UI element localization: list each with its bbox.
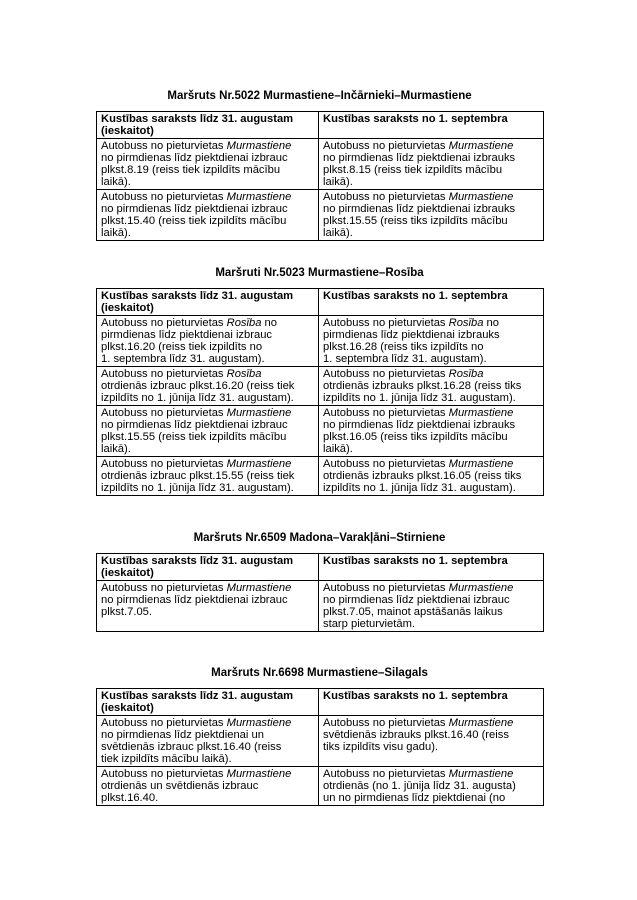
stop-name: Murmastiene xyxy=(226,140,292,152)
cell-text: Autobuss no pieturvietas xyxy=(323,458,449,470)
cell-text: Autobuss no pieturvietas xyxy=(101,317,227,329)
column-header-from-sep1: Kustības saraksts no 1. septembra xyxy=(319,689,544,716)
column-header-until-aug31: Kustības saraksts līdz 31. augustam (ieskaitot) xyxy=(97,112,319,139)
cell-text: no pirmdienas līdz piektdienai izbrauc plkst.7.05, mainot apstāšanās laikus starp pieturvietām. xyxy=(323,594,510,630)
cell-text: Autobuss no pieturvietas xyxy=(101,407,227,419)
table-header-row xyxy=(97,689,544,716)
column-header-until-aug31: Kustības saraksts līdz 31. augustam (ieskaitot) xyxy=(97,289,319,316)
stop-name: Rosība xyxy=(226,368,262,380)
cell-text: no pirmdienas līdz piektdienai un svētdienās izbrauc plkst.16.40 (reiss tiek izpildīts mācību laikā). xyxy=(101,729,282,765)
table-cell xyxy=(97,190,319,241)
table-cell xyxy=(97,406,319,457)
route-title: Maršruts Nr.6509 Madona–Varakļāni–Stirniene xyxy=(193,532,446,544)
table-row xyxy=(97,316,544,367)
table-cell xyxy=(319,767,544,806)
stop-name: Murmastiene xyxy=(448,768,514,780)
stop-name: Murmastiene xyxy=(226,582,292,594)
cell-text: otrdienās (no 1. jūnija līdz 31. augusta) un no pirmdienas līdz piektdienai (no xyxy=(323,780,516,804)
table-row xyxy=(97,139,544,190)
cell-text: Autobuss no pieturvietas xyxy=(101,368,227,380)
route-section-6698 xyxy=(96,666,543,806)
schedule-table xyxy=(96,553,544,632)
route-section-5022 xyxy=(96,89,543,241)
stop-name: Murmastiene xyxy=(448,191,514,203)
stop-name: Murmastiene xyxy=(226,191,292,203)
stop-name: Murmastiene xyxy=(448,140,514,152)
table-cell xyxy=(319,316,544,367)
cell-text: no pirmdienas līdz piektdienai izbrauks plkst.8.15 (reiss tiek izpildīts mācību laikā). xyxy=(323,152,516,188)
cell-text: Autobuss no pieturvietas xyxy=(323,140,449,152)
stop-name: Murmastiene xyxy=(448,458,514,470)
cell-text: no pirmdienas līdz piektdienai izbrauks plkst.15.55 (reiss tiks izpildīts mācību laikā). xyxy=(323,203,516,239)
table-cell xyxy=(319,457,544,496)
table-cell xyxy=(319,139,544,190)
table-header-row xyxy=(97,112,544,139)
stop-name: Murmastiene xyxy=(448,717,514,729)
stop-name: Murmastiene xyxy=(448,407,514,419)
cell-text: no pirmdienas līdz piektdienai izbrauc plkst.15.40 (reiss tiek izpildīts mācību laikā). xyxy=(101,203,288,239)
stop-name: Murmastiene xyxy=(448,582,514,594)
table-cell xyxy=(319,367,544,406)
cell-text: no pirmdienas līdz piektdienai izbrauks plkst.16.05 (reiss tiks izpildīts mācību laikā). xyxy=(323,419,516,455)
table-row xyxy=(97,367,544,406)
cell-text: Autobuss no pieturvietas xyxy=(323,368,449,380)
cell-text: Autobuss no pieturvietas xyxy=(101,458,227,470)
table-header-row xyxy=(97,554,544,581)
stop-name: Murmastiene xyxy=(226,407,292,419)
cell-text: otrdienās izbrauc plkst.16.20 (reiss tiek izpildīts no 1. jūnija līdz 31. augustam). xyxy=(101,380,295,404)
stop-name: Murmastiene xyxy=(226,717,292,729)
table-cell xyxy=(97,457,319,496)
cell-text: svētdienās izbrauks plkst.16.40 (reiss tiks izpildīts visu gadu). xyxy=(323,729,509,753)
column-header-from-sep1: Kustības saraksts no 1. septembra xyxy=(319,554,544,581)
cell-text: otrdienās un svētdienās izbrauc plkst.16.40. xyxy=(101,780,259,804)
column-header-from-sep1: Kustības saraksts no 1. septembra xyxy=(319,289,544,316)
cell-text: Autobuss no pieturvietas xyxy=(323,407,449,419)
schedule-table xyxy=(96,688,544,806)
table-row xyxy=(97,406,544,457)
cell-text: otrdienās izbrauks plkst.16.05 (reiss tiks izpildīts no 1. jūnija līdz 31. augustam). xyxy=(323,470,522,494)
table-cell xyxy=(97,716,319,767)
cell-text: no pirmdienas līdz piektdienai izbrauc plkst.8.19 (reiss tiek izpildīts mācību laikā). xyxy=(101,152,288,188)
cell-text: Autobuss no pieturvietas xyxy=(323,582,449,594)
schedule-table xyxy=(96,288,544,496)
cell-text: Autobuss no pieturvietas xyxy=(101,582,227,594)
route-title: Maršruts Nr.6698 Murmastiene–Silagals xyxy=(211,667,428,679)
cell-text: no pirmdienas līdz piektdienai izbrauc plkst.15.55 (reiss tiek izpildīts mācību laikā). xyxy=(101,419,288,455)
cell-text: Autobuss no pieturvietas xyxy=(323,768,449,780)
table-cell xyxy=(97,581,319,632)
schedule-table xyxy=(96,111,544,241)
table-cell xyxy=(319,581,544,632)
cell-text: no pirmdienas līdz piektdienai izbrauc plkst.7.05. xyxy=(101,594,288,618)
table-row xyxy=(97,190,544,241)
cell-text: no pirmdienas līdz piektdienai izbrauks plkst.16.28 (reiss tiks izpildīts no 1. septembra līdz 31. augustam). xyxy=(323,317,500,365)
cell-text: Autobuss no pieturvietas xyxy=(323,317,449,329)
stop-name: Rosība xyxy=(226,317,262,329)
cell-text: Autobuss no pieturvietas xyxy=(101,140,227,152)
table-cell xyxy=(319,190,544,241)
table-cell xyxy=(97,767,319,806)
table-header-row xyxy=(97,289,544,316)
route-title: Maršruti Nr.5023 Murmastiene–Rosība xyxy=(215,267,424,279)
cell-text: Autobuss no pieturvietas xyxy=(101,768,227,780)
cell-text: Autobuss no pieturvietas xyxy=(101,717,227,729)
cell-text: otrdienās izbrauc plkst.15.55 (reiss tiek izpildīts no 1. jūnija līdz 31. augustam). xyxy=(101,470,295,494)
cell-text: Autobuss no pieturvietas xyxy=(323,717,449,729)
stop-name: Rosība xyxy=(448,317,484,329)
table-row xyxy=(97,716,544,767)
stop-name: Murmastiene xyxy=(226,768,292,780)
route-section-5023 xyxy=(96,266,543,496)
table-cell xyxy=(319,406,544,457)
table-cell xyxy=(97,316,319,367)
route-section-6509 xyxy=(96,531,543,632)
cell-text: Autobuss no pieturvietas xyxy=(323,191,449,203)
stop-name: Murmastiene xyxy=(226,458,292,470)
table-row xyxy=(97,767,544,806)
table-cell xyxy=(97,139,319,190)
column-header-from-sep1: Kustības saraksts no 1. septembra xyxy=(319,112,544,139)
route-title: Maršruts Nr.5022 Murmastiene–Inčārnieki–Murmastiene xyxy=(167,90,472,102)
table-row xyxy=(97,581,544,632)
cell-text: no pirmdienas līdz piektdienai izbrauc plkst.16.20 (reiss tiek izpildīts no 1. septembra līdz 31. augustam). xyxy=(101,317,278,365)
table-cell xyxy=(319,716,544,767)
column-header-until-aug31: Kustības saraksts līdz 31. augustam (ieskaitot) xyxy=(97,554,319,581)
cell-text: Autobuss no pieturvietas xyxy=(101,191,227,203)
table-row xyxy=(97,457,544,496)
stop-name: Rosība xyxy=(448,368,484,380)
table-cell xyxy=(97,367,319,406)
column-header-until-aug31: Kustības saraksts līdz 31. augustam (ieskaitot) xyxy=(97,689,319,716)
cell-text: otrdienās izbrauks plkst.16.28 (reiss tiks izpildīts no 1. jūnija līdz 31. augustam). xyxy=(323,380,522,404)
